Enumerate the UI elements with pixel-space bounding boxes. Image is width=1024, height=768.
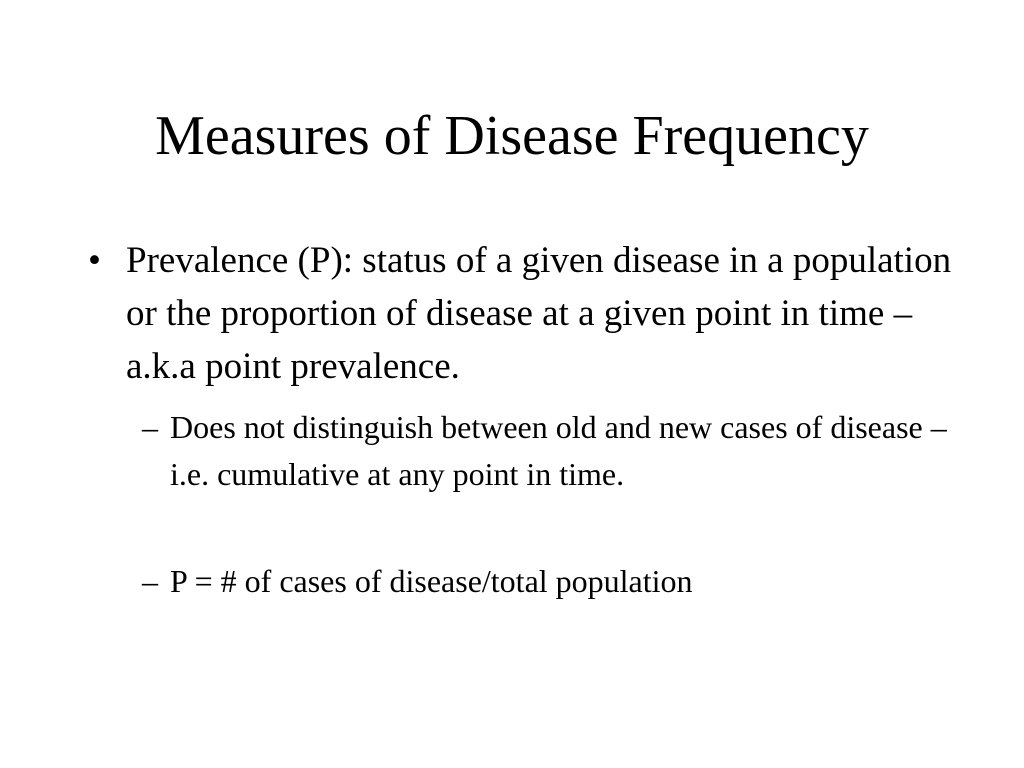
sub-bullet-marker: – <box>142 409 158 445</box>
slide-title: Measures of Disease Frequency <box>155 105 869 167</box>
sub-bullet-text: P = # of cases of disease/total population <box>170 563 693 599</box>
sub-bullet-marker: – <box>142 563 158 599</box>
sub-bullet-text: Does not distinguish between old and new cases of disease – i.e. cumulative at any point in time. <box>170 409 947 492</box>
bullet-marker: • <box>88 240 101 281</box>
bullet-text: Prevalence (P): status of a given disease in a population or the proportion of disease at a given point in time – a.k.a point prevalence. <box>126 240 952 387</box>
